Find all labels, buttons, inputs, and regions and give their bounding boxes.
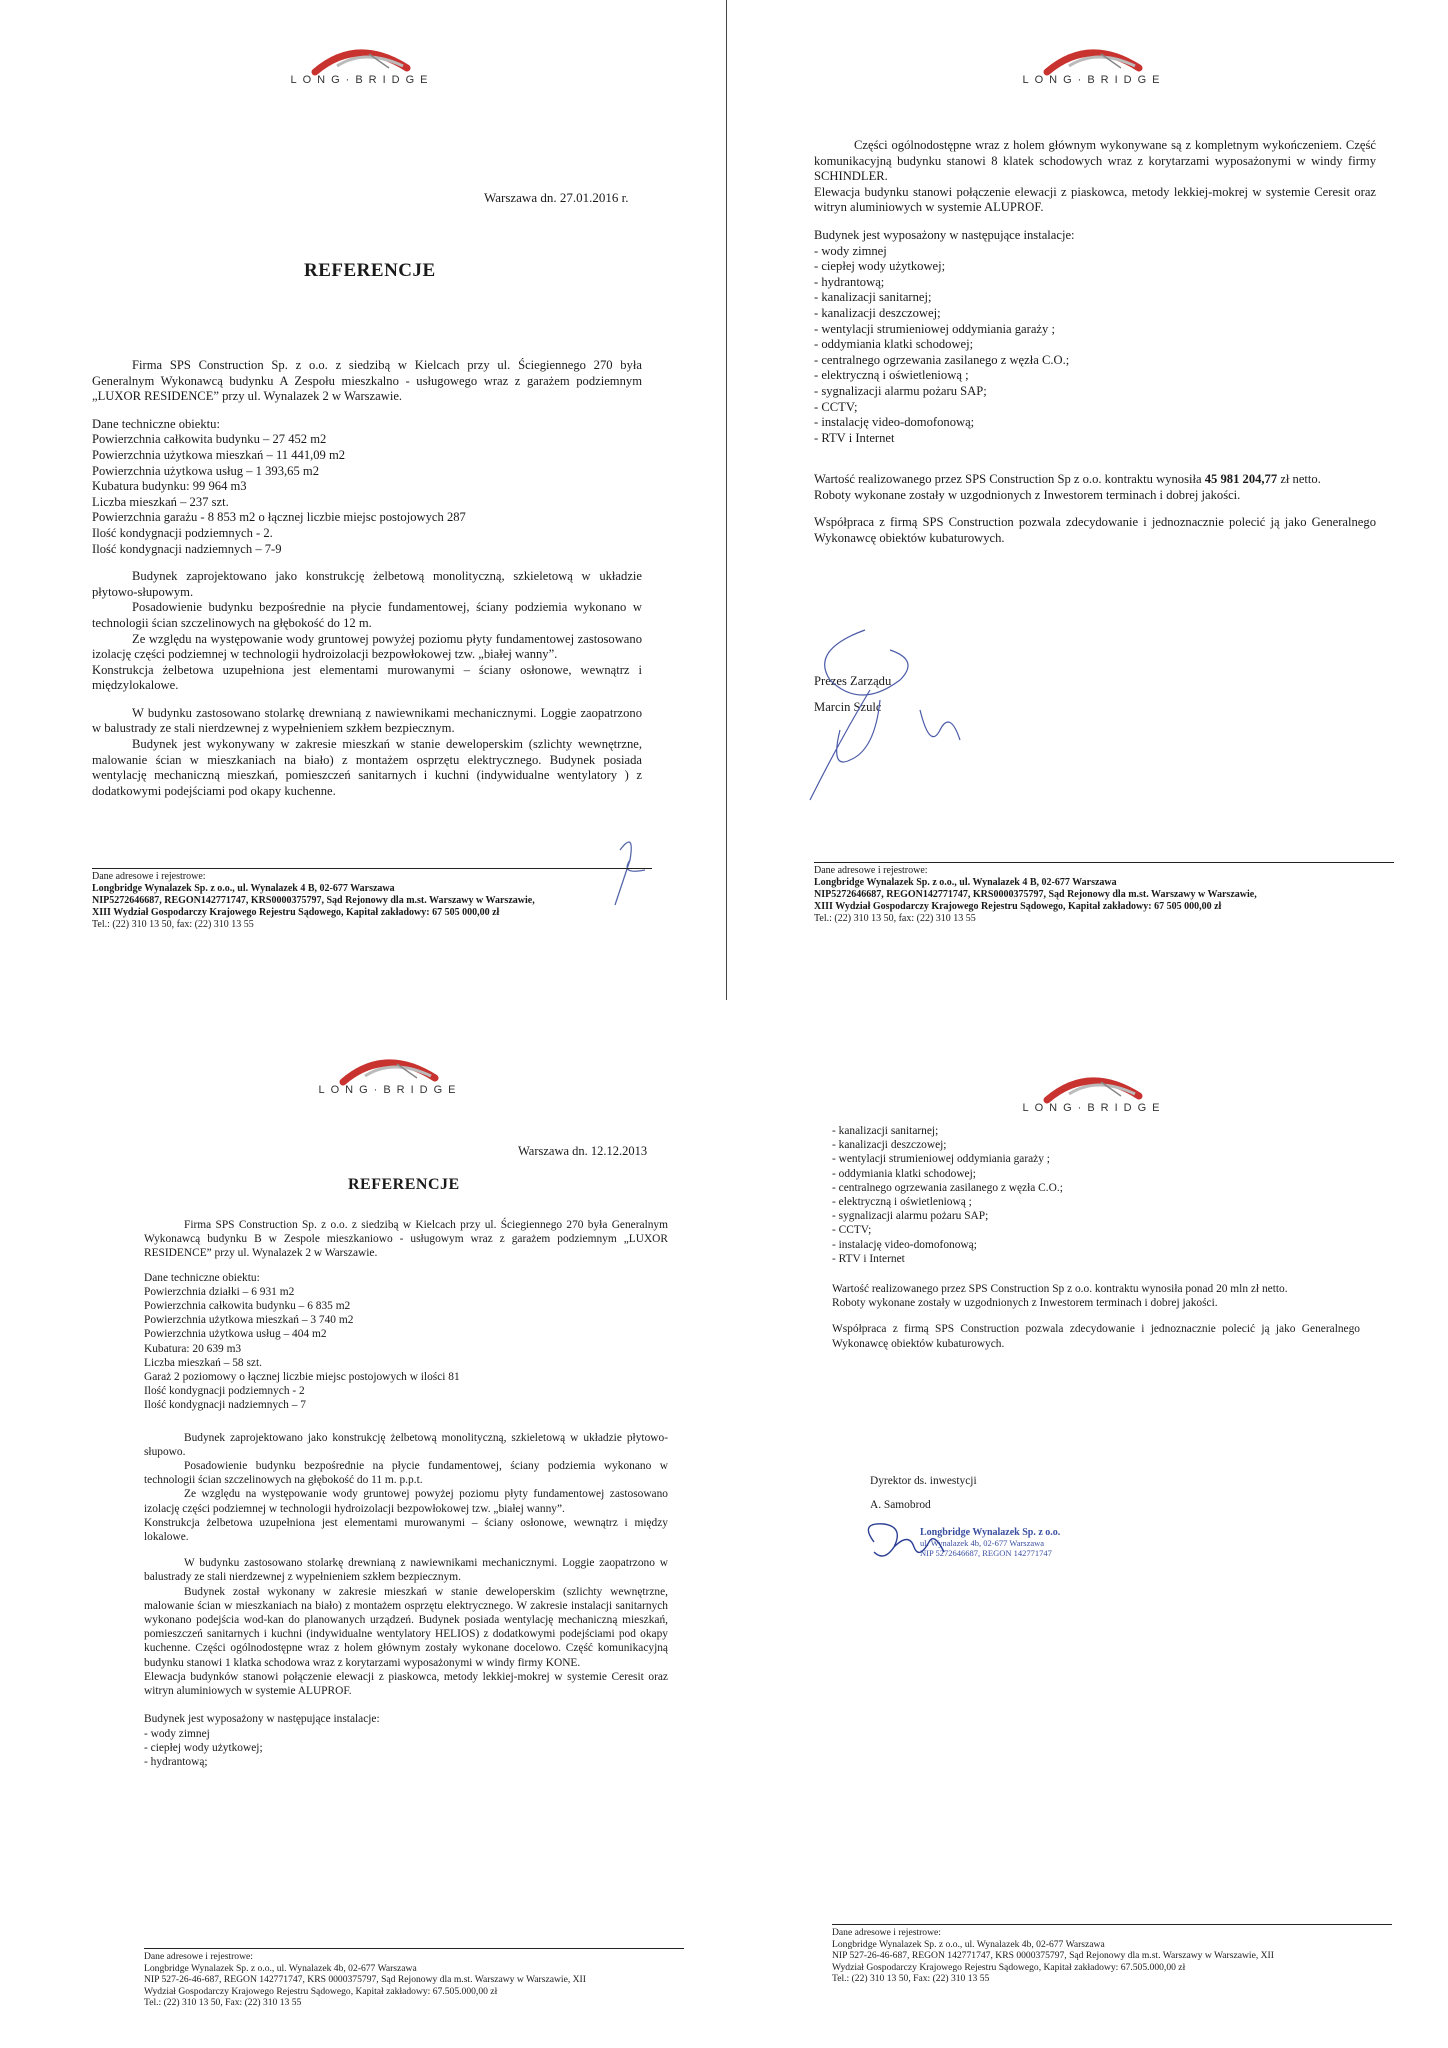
tech-item: Powierzchnia użytkowa mieszkań – 3 740 m2 <box>144 1314 354 1327</box>
body-paragraph: Ze względu na występowanie wody gruntowej powyżej poziomu płyty fundamentowej zastosowano izolację części podziemnej w technologii hydroizolacji bezpowłokowej tzw. „białej wanny”. <box>92 631 642 662</box>
letter-date: Warszawa dn. 12.12.2013 <box>518 1144 648 1158</box>
installation-item: - elektryczną i oświetleniową ; <box>814 368 969 383</box>
body-paragraph: Konstrukcja żelbetowa uzupełniona jest elementami murowanymi – ściany osłonowe, wewnątrz i międzylokalowe. <box>92 662 642 693</box>
footer-rule <box>832 1924 1392 1925</box>
body-paragraph: Elewacja budynku stanowi połączenie elewacji z piaskowca, metody lekkiej-mokrej w systemie Ceresit oraz witryn aluminiowych w systemie ALUPROF. <box>814 184 1376 215</box>
footer-line: Longbridge Wynalazek Sp. z o.o., ul. Wynalazek 4b, 02-677 Warszawa <box>832 1938 1105 1950</box>
installations-header: Budynek jest wyposażony w następujące instalacje: <box>144 1713 380 1726</box>
footer-line: Longbridge Wynalazek Sp. z o.o., ul. Wynalazek 4 B, 02-677 Warszawa <box>92 883 395 894</box>
bridge-arc-icon <box>1039 1066 1149 1106</box>
bridge-arc-icon <box>335 1048 445 1088</box>
signer-role: Prezes Zarządu <box>814 674 892 688</box>
installation-item: - hydrantową; <box>814 274 885 289</box>
contract-value-paragraph <box>814 472 1376 488</box>
footer-line: NIP5272646687, REGON142771747, KRS0000375797, Sąd Rejonowy dla m.st. Warszawy w Warszawie, <box>92 895 535 906</box>
registration-footer <box>92 868 652 931</box>
handwritten-signature <box>770 610 990 810</box>
installation-item: - hydrantową; <box>144 1755 208 1768</box>
tech-item: Liczba mieszkań – 237 szt. <box>92 494 229 509</box>
footer-line: XIII Wydział Gospodarczy Krajowego Rejestru Sądowego, Kapitał zakładowy: 67 505 000,00 zł <box>814 901 1222 912</box>
longbridge-logo <box>994 1066 1194 1114</box>
footer-line: Wydział Gospodarczy Krajowego Rejestru Sądowego, Kapitał zakładowy: 67.505.000,00 zł <box>832 1961 1186 1973</box>
signer-role: Dyrektor ds. inwestycji <box>870 1475 977 1487</box>
installations-header: Budynek jest wyposażony w następujące instalacje: <box>814 227 1075 242</box>
reference-letter-b-page-1 <box>0 1024 724 2048</box>
installation-item: - CCTV; <box>814 399 858 414</box>
body-paragraph: W budynku zastosowano stolarkę drewnianą z nawiewnikami mechanicznymi. Loggie zaopatrzono w balustrady ze stali nierdzewnej z wypełnieniem szkłem bezpiecznym. <box>144 1557 668 1584</box>
stamp-line: ul. Wynalazek 4b, 02-677 Warszawa <box>920 1538 1045 1548</box>
footer-line: Longbridge Wynalazek Sp. z o.o., ul. Wynalazek 4 B, 02-677 Warszawa <box>814 877 1117 888</box>
installation-item: - kanalizacji sanitarnej; <box>814 290 932 305</box>
tech-item: Powierzchnia użytkowa usług – 1 393,65 m2 <box>92 463 320 478</box>
longbridge-logo <box>994 38 1194 86</box>
recommendation-paragraph: Współpraca z firmą SPS Construction pozwala zdecydowanie i jednoznacznie polecić ją jako Generalnego Wykonawcę obiektów kubaturowych. <box>814 515 1376 546</box>
body-paragraph: Konstrukcja żelbetowa uzupełniona jest elementami murowanymi – ściany osłonowe, wewnątrz i między lokalowe. <box>144 1516 668 1544</box>
quality-statement: Roboty wykonane zostały w uzgodnionych z Inwestorem terminach i dobrej jakości. <box>814 487 1241 502</box>
body-paragraph: Posadowienie budynku bezpośrednie na płycie fundamentowej, ściany podziemia wykonano w technologii ścian szczelinowych na głębokość do 11 m. p.p.t. <box>144 1460 668 1487</box>
installation-item: - sygnalizacji alarmu pożaru SAP; <box>814 383 987 398</box>
signer-name: A. Samobrod <box>870 1499 931 1512</box>
handwritten-signature <box>854 1512 994 1572</box>
footer-line: NIP5272646687, REGON142771747, KRS0000375797, Sąd Rejonowy dla m.st. Warszawy w Warszawie, <box>814 889 1257 900</box>
logo-text: LONG·BRIDGE <box>290 74 434 86</box>
footer-line: XIII Wydział Gospodarczy Krajowego Rejestru Sądowego, Kapitał zakładowy: 67 505 000,00 zł <box>92 907 500 918</box>
registration-footer <box>144 1948 684 2009</box>
signature-block <box>870 1474 1090 1512</box>
installation-item: - instalację video-domofonową; <box>814 415 975 430</box>
recommendation-paragraph: Współpraca z firmą SPS Construction pozwala zdecydowanie i jednoznacznie polecić ją jako Generalnego Wykonawcę obiektów kubaturowych. <box>832 1323 1360 1350</box>
intro-paragraph: Firma SPS Construction Sp. z o.o. z siedzibą w Kielcach przy ul. Ściegiennego 270 była Generalnym Wykonawcą budynku A Zespołu mieszkalno - usługowego wraz z garażem podziemnym „LUXOR RESIDENCE” przy ul. Wynalazek 2 w Warszawie. <box>92 358 642 404</box>
tech-item: Powierzchnia użytkowa usług – 404 m2 <box>144 1328 327 1341</box>
reference-letter-a-page-2 <box>730 0 1448 1024</box>
letter-date: Warszawa dn. 27.01.2016 r. <box>484 190 629 205</box>
tech-item: Powierzchnia garażu - 8 853 m2 o łącznej liczbie miejsc postojowych 287 <box>92 510 466 525</box>
footer-rule <box>144 1948 684 1949</box>
installation-item: - oddymiania klatki schodowej; <box>832 1167 976 1180</box>
installation-item: - ciepłej wody użytkowej; <box>144 1741 263 1754</box>
footer-rule <box>92 868 652 869</box>
installation-item: - CCTV; <box>832 1224 872 1237</box>
body-paragraph: Budynek został wykonany w zakresie mieszkań w stanie deweloperskim (szlichty wewnętrzne, malowanie ścian w mieszkaniach na biało) z montażem osprzętu elektrycznego. W zakresie instalacji sanitarnych wykonano podejścia wod-kan do planowanych urządzeń. Budynek posiada wentylację mechaniczną mieszkań, pomieszczeń sanitarnych i kuchni (indywidualne wentylatory HELIOS) z dodatkowymi podejściami pod okapy kuchenne. Części ogólnodostępne wraz z holem głównym zostały wykonane docelowo. Część komunikacyjną budynku stanowi 1 klatka schodowa wraz z korytarzami wyposażonymi w windy firmy KONE. <box>144 1585 668 1669</box>
installation-item: - kanalizacji deszczowej; <box>832 1139 947 1152</box>
letter-title: REFERENCJE <box>348 1176 460 1193</box>
tech-item: Ilość kondygnacji nadziemnych – 7-9 <box>92 541 282 556</box>
footer-label: Dane adresowe i rejestrowe: <box>144 1951 253 1962</box>
body-paragraph: W budynku zastosowano stolarkę drewnianą z nawiewnikami mechanicznymi. Loggie zaopatrzono w balustrady ze stali nierdzewnej z wypełnieniem szkłem bezpiecznym. <box>92 705 642 736</box>
installation-item: - kanalizacji sanitarnej; <box>832 1125 939 1137</box>
body-paragraph: Ze względu na występowanie wody gruntowej powyżej poziomu płyty fundamentowej zastosowano izolację części podziemnej w technologii hydroizolacji bezpowłokowej tzw. „białej wanny”. <box>144 1488 668 1515</box>
footer-line: Tel.: (22) 310 13 50, Fax: (22) 310 13 55 <box>832 1973 990 1984</box>
footer-line: Tel.: (22) 310 13 50, Fax: (22) 310 13 55 <box>144 1997 302 2008</box>
body-paragraph: Części ogólnodostępne wraz z holem głównym wykonywane są z kompletnym wykończeniem. Część komunikacyjną budynku stanowi 8 klatek schodowych wraz z korytarzami wyposażonymi w windy firmy SCHINDLER. <box>814 138 1376 184</box>
tech-item: Garaż 2 poziomowy o łącznej liczbie miejsc postojowych w ilości 81 <box>144 1371 460 1384</box>
footer-line: Longbridge Wynalazek Sp. z o.o., ul. Wynalazek 4b, 02-677 Warszawa <box>144 1962 417 1974</box>
contract-value-amount: 45 981 204,77 <box>1204 472 1278 487</box>
body-paragraph: Budynek zaprojektowano jako konstrukcję żelbetową monolityczną, szkieletową w układzie płytowo-słupowo. <box>144 1431 668 1458</box>
signer-name: Marcin Szulc <box>814 699 882 714</box>
letter-body <box>144 1218 668 1769</box>
footer-label: Dane adresowe i rejestrowe: <box>92 871 206 882</box>
body-paragraph: Elewacja budynków stanowi połączenie elewacji z piaskowca, metody lekkiej-mokrej w systemie Ceresit oraz witryn aluminiowych w systemie ALUPROF. <box>144 1670 668 1698</box>
installation-item: - RTV i Internet <box>814 430 895 445</box>
tech-header: Dane techniczne obiektu: <box>92 416 220 431</box>
longbridge-logo <box>290 1048 490 1096</box>
installation-item: - wody zimnej <box>814 243 887 258</box>
letter-body <box>814 138 1376 547</box>
footer-line: Tel.: (22) 310 13 50, fax: (22) 310 13 55 <box>92 919 254 930</box>
installation-item: - wody zimnej <box>144 1727 210 1740</box>
bridge-arc-icon <box>307 38 417 78</box>
logo-text: LONG·BRIDGE <box>1022 1102 1166 1114</box>
footer-label: Dane adresowe i rejestrowe: <box>832 1927 941 1938</box>
reference-letter-a-page-1 <box>0 0 724 1024</box>
tech-item: Powierzchnia użytkowa mieszkań – 11 441,09 m2 <box>92 447 346 462</box>
tech-item: Liczba mieszkań – 58 szt. <box>144 1356 262 1369</box>
installation-item: - wentylacji strumieniowej oddymiania garaży ; <box>814 321 1055 336</box>
tech-item: Ilość kondygnacji podziemnych - 2 <box>144 1385 305 1398</box>
registration-footer <box>832 1924 1392 1985</box>
installation-item: - centralnego ogrzewania zasilanego z węzła C.O.; <box>832 1181 1063 1194</box>
stamp-line: Longbridge Wynalazek Sp. z o.o. <box>920 1527 1061 1538</box>
contract-value-suffix: zł netto. <box>1280 472 1321 487</box>
tech-item: Kubatura budynku: 99 964 m3 <box>92 479 247 494</box>
letter-body <box>832 1124 1360 1351</box>
registration-footer <box>814 862 1394 925</box>
longbridge-logo <box>262 38 462 86</box>
installation-item: - oddymiania klatki schodowej; <box>814 337 974 352</box>
contract-value-paragraph: Wartość realizowanego przez SPS Construction Sp z o.o. kontraktu wynosiła ponad 20 mln zł netto. <box>832 1283 1288 1296</box>
installation-item: - RTV i Internet <box>832 1252 905 1265</box>
body-paragraph: Budynek zaprojektowano jako konstrukcję żelbetową monolityczną, szkieletową w układzie płytowo-słupowym. <box>92 569 642 599</box>
installation-item: - ciepłej wody użytkowej; <box>814 259 946 274</box>
quality-statement: Roboty wykonane zostały w uzgodnionych z Inwestorem terminach i dobrej jakości. <box>832 1297 1218 1310</box>
installation-item: - instalację video-domofonową; <box>832 1238 977 1251</box>
contract-value-text: Wartość realizowanego przez SPS Construction Sp z o.o. kontraktu wynosiła <box>814 472 1202 487</box>
bridge-arc-icon <box>1039 38 1149 78</box>
tech-header: Dane techniczne obiektu: <box>144 1271 260 1284</box>
page-divider <box>726 0 727 1000</box>
tech-item: Powierzchnia całkowita budynku – 6 835 m2 <box>144 1300 351 1313</box>
letter-body <box>92 358 642 799</box>
footer-line: NIP 527-26-46-687, REGON 142771747, KRS 0000375797, Sąd Rejonowy dla m.st. Warszawy w Warszawie, XII <box>832 1950 1274 1961</box>
tech-item: Kubatura: 20 639 m3 <box>144 1342 242 1355</box>
body-paragraph: Budynek jest wykonywany w zakresie mieszkań w stanie deweloperskim (szlichty wewnętrzne, malowanie ścian w mieszkaniach na biało) z montażem osprzętu elektrycznego. Budynek posiada wentylację mechaniczną mieszkań, pomieszczeń sanitarnych i kuchni (indywidualne wentylatory ) z dodatkowymi podejściami pod okapy kuchenne. <box>92 737 642 798</box>
letter-title: REFERENCJE <box>304 260 436 281</box>
logo-text: LONG·BRIDGE <box>318 1084 462 1096</box>
tech-item: Ilość kondygnacji podziemnych - 2. <box>92 525 273 540</box>
footer-line: Tel.: (22) 310 13 50, fax: (22) 310 13 55 <box>814 913 976 924</box>
installation-item: - wentylacji strumieniowej oddymiania garaży ; <box>832 1153 1050 1166</box>
tech-item: Powierzchnia całkowita budynku – 27 452 m2 <box>92 432 327 447</box>
intro-paragraph: Firma SPS Construction Sp. z o.o. z siedzibą w Kielcach przy ul. Ściegiennego 270 była Generalnym Wykonawcą budynku B w Zespole mieszkaniowo - usługowym wraz z garażem podziemnym „LUXOR RESIDENCE” przy ul. Wynalazek 2 w Warszawie. <box>144 1219 668 1260</box>
logo-text: LONG·BRIDGE <box>1022 74 1166 86</box>
footer-label: Dane adresowe i rejestrowe: <box>814 865 928 876</box>
installation-item: - elektryczną i oświetleniową ; <box>832 1196 972 1209</box>
installation-item: - centralnego ogrzewania zasilanego z węzła C.O.; <box>814 352 1070 367</box>
stamp-line: NIP 5272646687, REGON 142771747 <box>920 1548 1052 1558</box>
footer-line: Wydział Gospodarczy Krajowego Rejestru Sądowego, Kapitał zakładowy: 67.505.000,00 zł <box>144 1985 498 1997</box>
reference-letter-b-page-2 <box>730 1024 1448 2048</box>
footer-rule <box>814 862 1394 863</box>
installation-item: - sygnalizacji alarmu pożaru SAP; <box>832 1210 989 1223</box>
installation-item: - kanalizacji deszczowej; <box>814 305 941 320</box>
tech-item: Powierzchnia działki – 6 931 m2 <box>144 1285 295 1298</box>
tech-item: Ilość kondygnacji nadziemnych – 7 <box>144 1399 306 1412</box>
body-paragraph: Posadowienie budynku bezpośrednie na płycie fundamentowej, ściany podziemia wykonano w technologii ścian szczelinowych na głębokość do 12 m. <box>92 600 642 630</box>
footer-line: NIP 527-26-46-687, REGON 142771747, KRS 0000375797, Sąd Rejonowy dla m.st. Warszawy w Warszawie, XII <box>144 1974 586 1985</box>
